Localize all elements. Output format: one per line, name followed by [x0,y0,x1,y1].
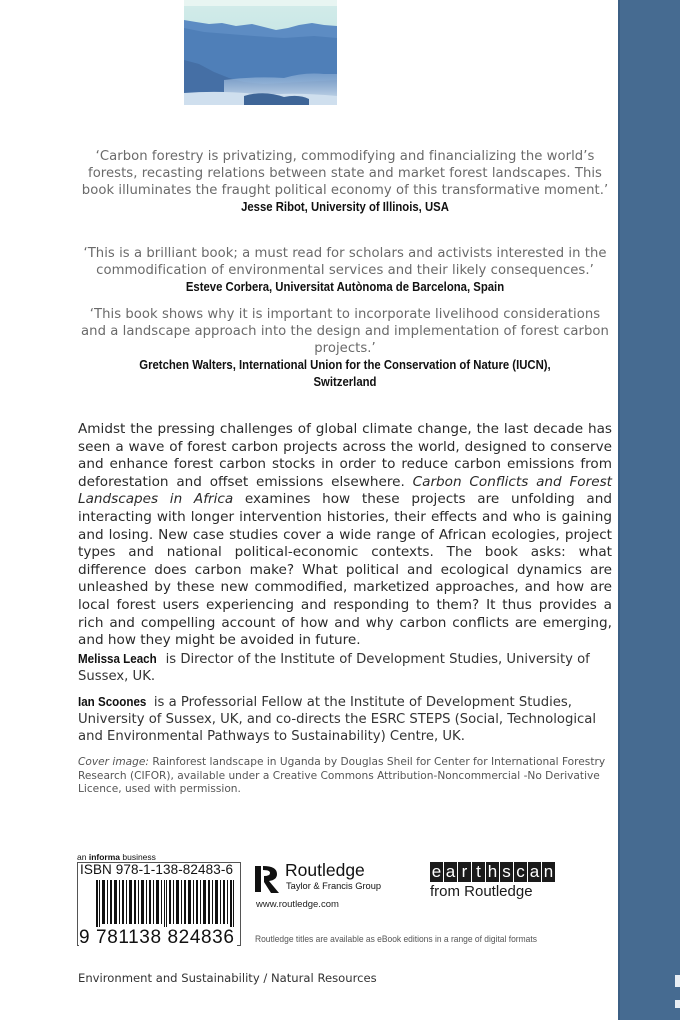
cover-photo [184,0,337,105]
spine-strip [618,0,680,1020]
endorsement-2 [80,245,610,296]
publisher-url[interactable]: www.routledge.com [256,899,339,910]
author-bio-text: is Director of the Institute of Development Studies, University of Sussex, UK. [78,652,590,684]
spine-text-fragment [675,975,680,987]
endorsement-1 [80,148,610,216]
author-name: Ian Scoones [78,694,147,709]
earthscan-wordmark [430,862,555,882]
wordmark-letter: t [472,862,485,882]
earthscan-logo [430,862,555,900]
isbn-label: ISBN 978-1-138-82483-6 [80,862,234,877]
wordmark-letter: c [514,862,527,882]
endorsement-attribution: Esteve Corbera, Universitat Autònoma de Barcelona, Spain [185,280,505,294]
ebook-availability-note: Routledge titles are available as eBook editions in a range of digital formats [255,934,537,944]
description-text: examines how these projects are unfolding and interacting with longer intervention histories, their effects and who is gaining and losing. New case studies cover a wide range of African ecologies, project types and national political-economic contexts. The book asks: what difference does carbon make? What political and ecological dynamics are unleashed by these new commodified, marketized approaches, and how are local forest users experiencing and responding to them? It thus provides a rich and compelling account of how and why carbon conflicts are emerging, and how they might be avoided in future. [78,491,612,649]
subject-category: Environment and Sustainability / Natural Resources [78,971,377,985]
endorsement-quote: ‘This book shows why it is important to incorporate livelihood considerations and a landscape approach into the design and implementation of forest carbon projects.’ [81,307,609,356]
isbn-digits: 9 781138 824836 [79,927,235,948]
informa-brand: informa [88,852,120,862]
wordmark-letter: s [500,862,513,882]
publisher-group: Taylor & Francis Group [286,881,382,891]
isbn-barcode-box [77,862,241,946]
spine-text-fragment [675,1000,680,1008]
landscape-image [184,0,337,105]
informa-suffix: business [120,852,156,862]
wordmark-letter: a [445,862,456,881]
endorsement-quote: ‘Carbon forestry is privatizing, commodifying and financializing the world’s forests, recasting relations between state and market forest landscapes. This book illuminates the fraught political economy of this transformative moment.’ [81,149,609,198]
endorsement-3 [80,306,610,391]
wordmark-letter: a [529,862,540,881]
wordmark-letter: e [431,862,442,881]
author-bio-leach [78,650,612,685]
wordmark-letter: h [487,862,498,881]
author-bio-text: is a Professorial Fellow at the Institute of Development Studies, University of Sussex, UK, and co-directs the ESRC STEPS (Social, Technological and Environmental Pathways to Sustainability) Centre, UK. [78,695,596,744]
publisher-name: Routledge [285,860,365,880]
wordmark-letter: r [458,862,471,882]
author-bio-scoones [78,693,612,745]
credit-text: Rainforest landscape in Uganda by Douglas Sheil for Center for International Forestry Research (CIFOR), available under a Creative Commons Attribution-Noncommercial -No Derivative Licence, used with permission. [78,756,606,796]
description-text: Amidst the pressing challenges of global climate change, the last decade has seen a wave of forest carbon projects across the world, designed to conserve and enhance forest carbon stocks in order to reduce carbon emissions from deforestation and offset emissions elsewhere. [78,421,612,490]
imprint-subtitle: from Routledge [430,883,533,900]
informa-prefix: an [77,852,89,862]
endorsement-attribution: Gretchen Walters, International Union for the Conservation of Nature (IUCN), Switzerland [139,358,551,389]
endorsement-attribution: Jesse Ribot, University of Illinois, USA [241,200,449,214]
wordmark-letter: n [543,862,554,881]
cover-image-credit [78,756,612,797]
credit-label: Cover image: [78,756,149,768]
author-name: Melissa Leach [78,651,157,666]
informa-tagline [77,852,156,862]
book-description [78,421,612,650]
book-title-italic: Carbon Conflicts and Forest Landscapes in Africa [78,473,612,508]
endorsement-quote: ‘This is a brilliant book; a must read for scholars and activists interested in the commodification of environmental services and their likely consequences.’ [83,246,607,278]
routledge-r-icon [255,864,281,894]
barcode-icon [96,880,236,930]
routledge-logo [255,862,395,922]
